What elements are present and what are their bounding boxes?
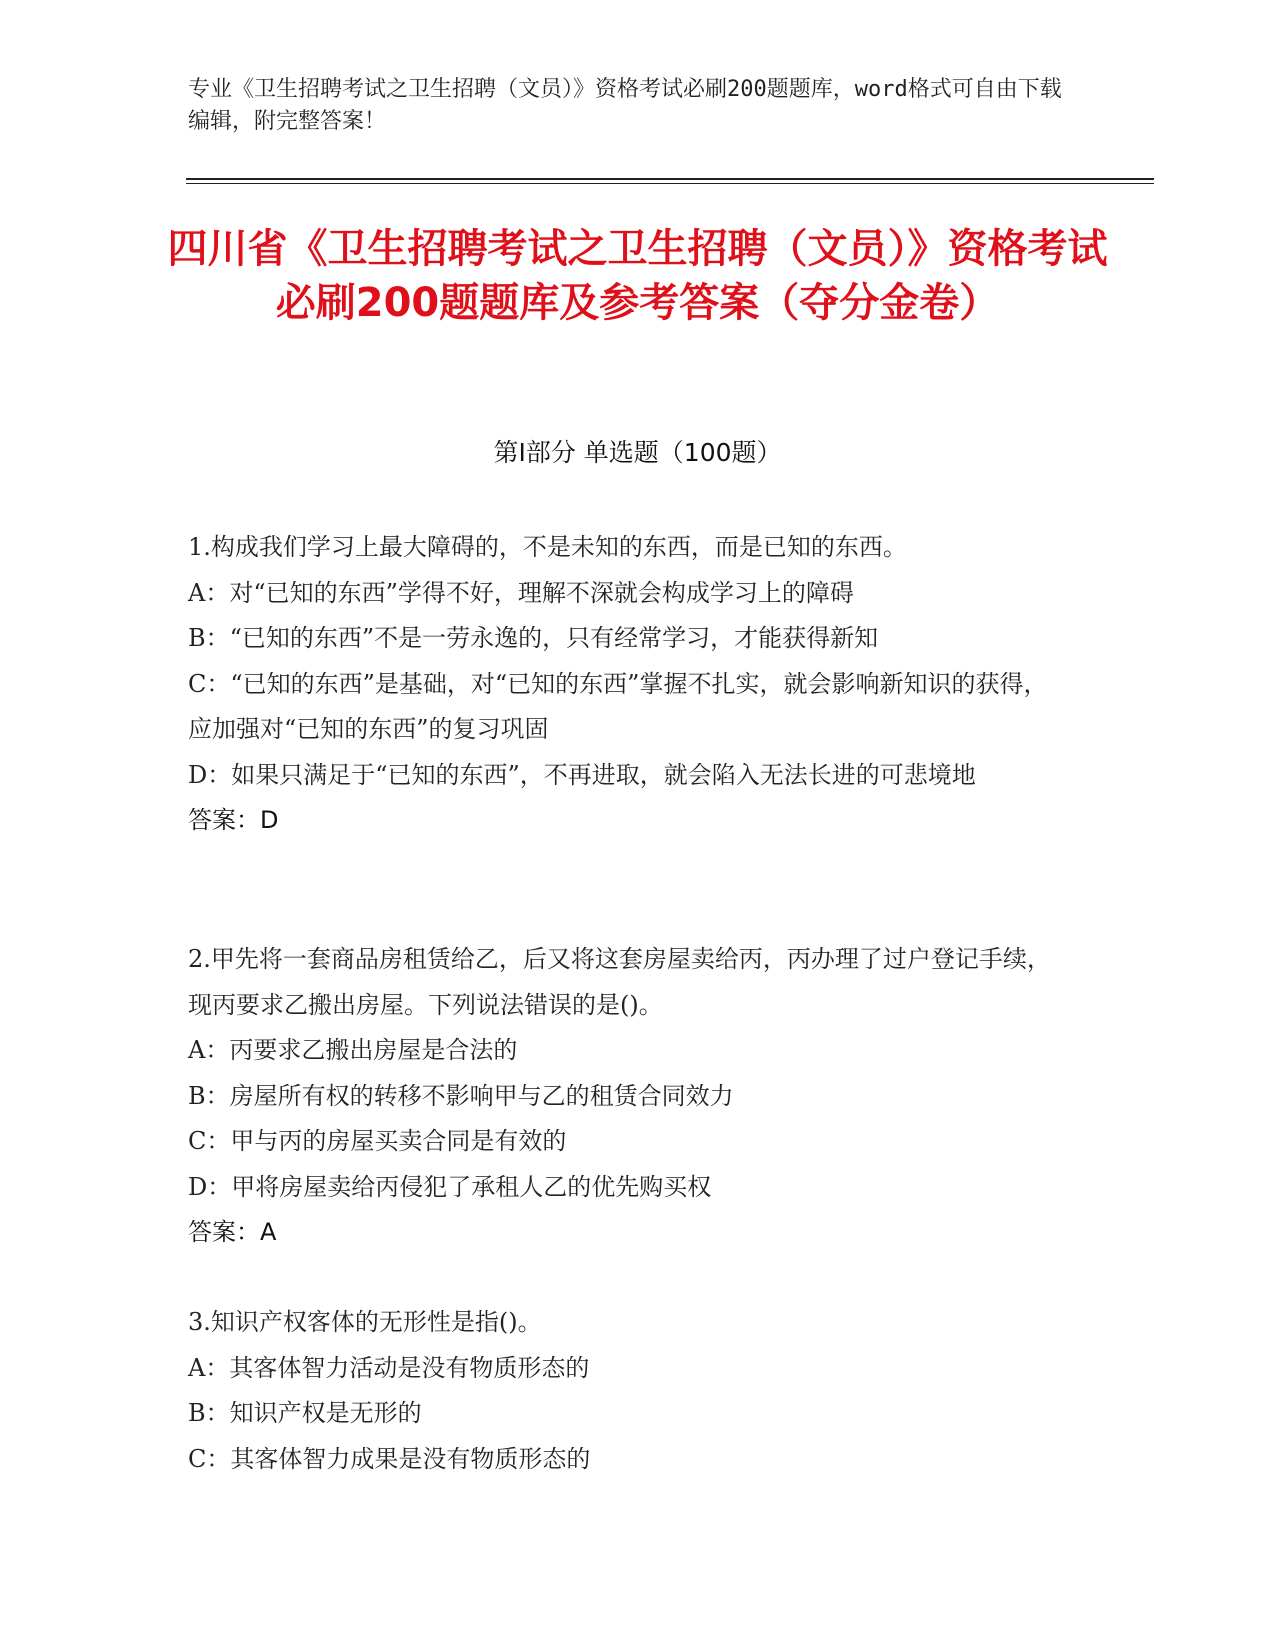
option-c: C：“已知的东西”是基础，对“已知的东西”掌握不扎实，就会影响新知识的获得，应加强对“已知的东西”的复习巩固 [188,669,1048,743]
question-block [188,525,1068,844]
question-block [188,937,1068,1256]
option-d: D：甲将房屋卖给丙侵犯了承租人乙的优先购买权 [188,1172,712,1201]
option-a: A：对“已知的东西”学得不好，理解不深就会构成学习上的障碍 [188,578,854,607]
option-a: A：其客体智力活动是没有物质形态的 [188,1353,590,1382]
header-rule-thin [186,183,1154,184]
answer-label: 答案：D [188,806,279,834]
section-title: 第Ⅰ部分 单选题（100题） [493,438,782,467]
question-stem: 3.知识产权客体的无形性是指()。 [188,1308,542,1336]
option-b: B：知识产权是无形的 [188,1399,422,1427]
header-note: 专业《卫生招聘考试之卫生招聘（文员）》资格考试必刷200题题库，word格式可自由下载编辑，附完整答案！ [188,77,1062,134]
option-b: B：“已知的东西”不是一劳永逸的，只有经常学习，才能获得新知 [188,624,879,652]
header-rule-thick [186,178,1154,180]
option-c: C：其客体智力成果是没有物质形态的 [188,1444,591,1473]
question-stem: 1.构成我们学习上最大障碍的，不是未知的东西，而是已知的东西。 [188,533,907,561]
document-title: 四川省《卫生招聘考试之卫生招聘（文员）》资格考试必刷200题题库及参考答案（夺分金卷） [167,226,1108,326]
question-stem: 2.甲先将一套商品房租赁给乙，后又将这套房屋卖给丙，丙办理了过户登记手续，现丙要求乙搬出房屋。下列说法错误的是()。 [188,945,1051,1019]
option-b: B：房屋所有权的转移不影响甲与乙的租赁合同效力 [188,1081,734,1110]
option-a: A：丙要求乙搬出房屋是合法的 [188,1036,518,1064]
answer-label: 答案：A [188,1218,277,1246]
option-d: D：如果只满足于“已知的东西”，不再进取，就会陷入无法长进的可悲境地 [188,760,976,789]
question-block [188,1300,1068,1482]
option-c: C：甲与丙的房屋买卖合同是有效的 [188,1127,567,1155]
